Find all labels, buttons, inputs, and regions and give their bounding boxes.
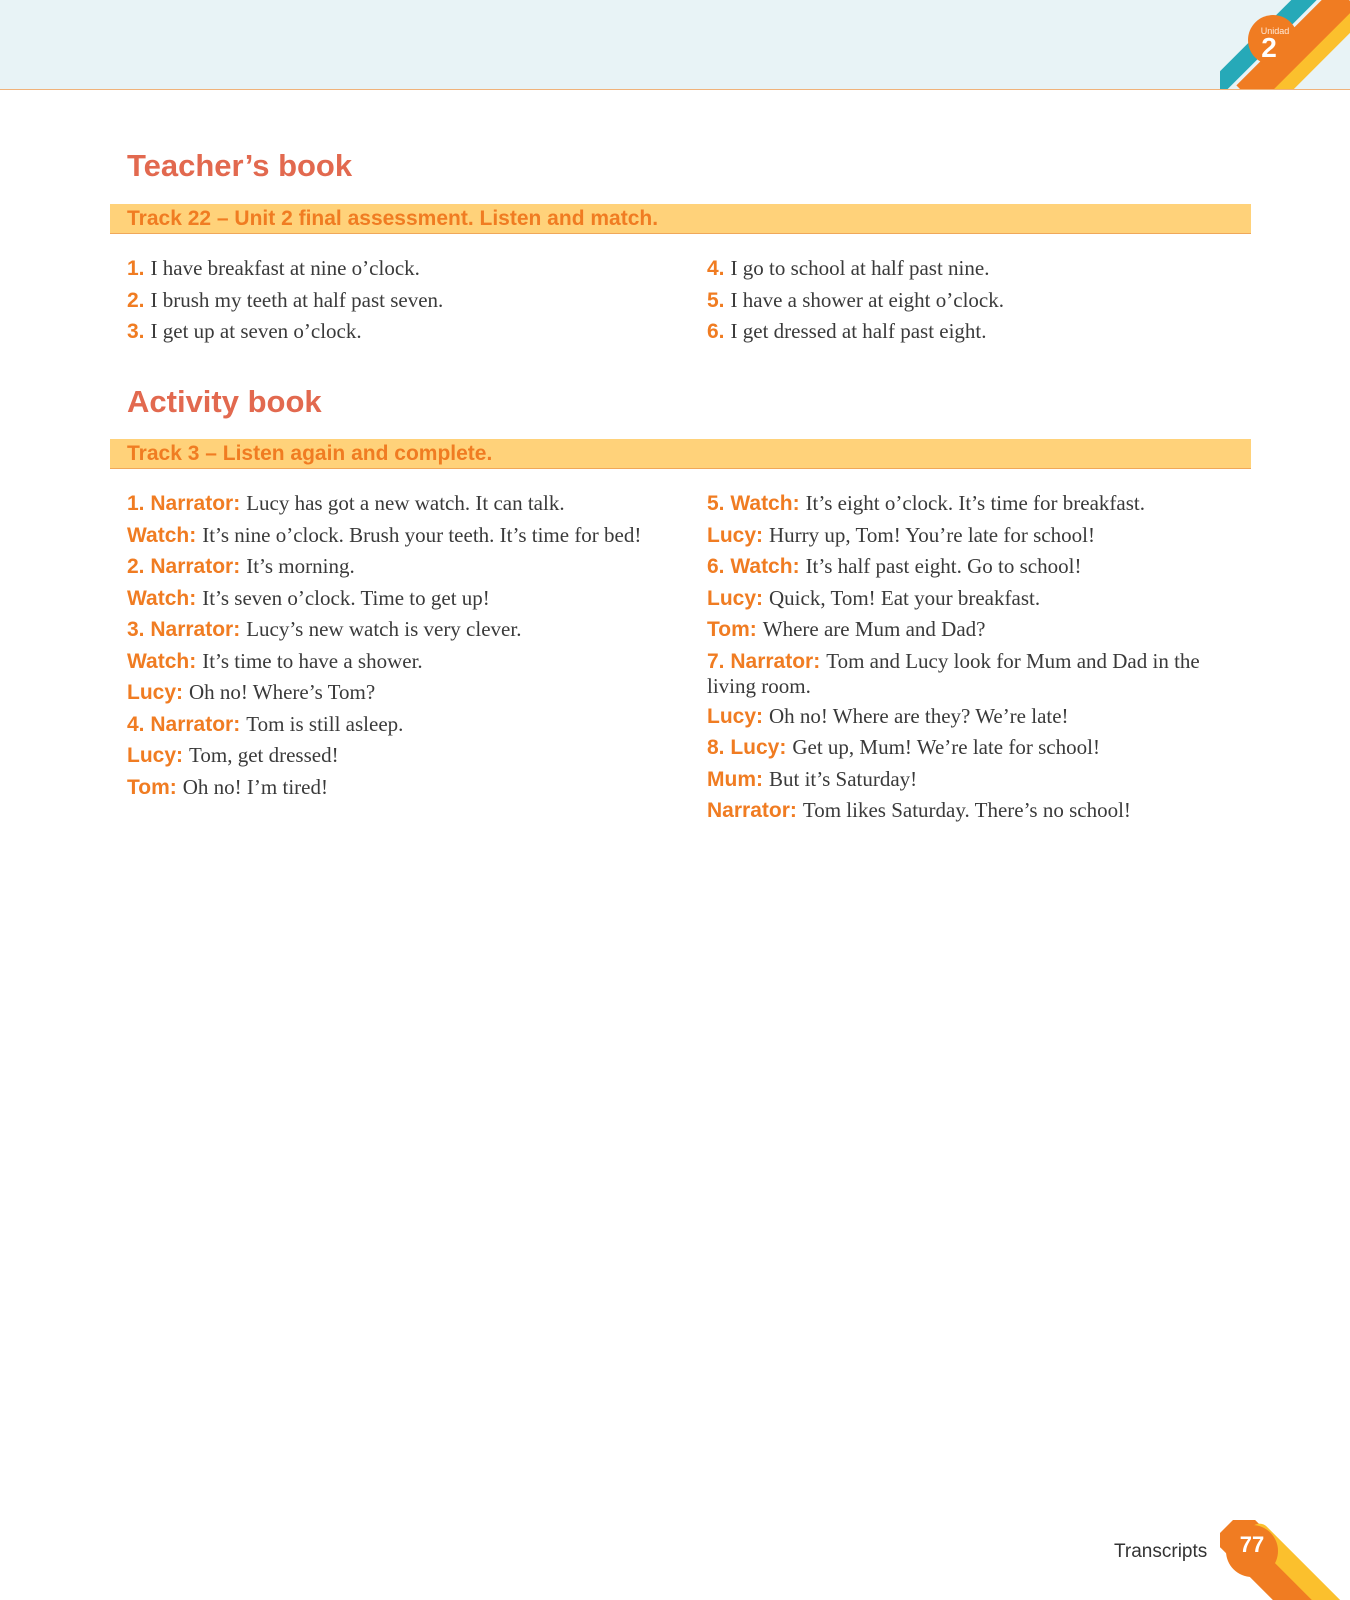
teachers-left-list — [127, 253, 672, 348]
speaker-label: Lucy: — [127, 744, 184, 767]
dialogue-text: Lucy has got a new watch. It can talk. — [246, 491, 565, 515]
dialogue-text: Oh no! Where are they? We’re late! — [769, 703, 1069, 728]
item-text: I brush my teeth at half past seven. — [150, 287, 444, 312]
activity-left-dialogue — [127, 488, 687, 803]
dialogue-text: Oh no! Where’s Tom? — [189, 680, 376, 704]
unit-label: Unidad — [1260, 26, 1290, 36]
top-band — [0, 0, 1350, 90]
dialogue-text: It’s time to have a shower. — [202, 648, 423, 673]
dialogue-line — [127, 740, 687, 772]
dialogue-text: Where are Mum and Dad? — [762, 617, 986, 641]
speaker-label: Tom: — [127, 775, 177, 799]
speaker-label: Narrator: — [707, 799, 797, 822]
speaker-label: Lucy: — [707, 523, 764, 547]
dialogue-line — [707, 583, 1247, 615]
item-text: I get dressed at half past eight. — [730, 319, 987, 343]
dialogue-text: It’s seven o’clock. Time to get up! — [202, 585, 490, 610]
dialogue-line — [707, 614, 1247, 646]
speaker-label: Lucy: — [707, 586, 764, 610]
dialogue-text: Tom likes Saturday. There’s no school! — [802, 798, 1131, 822]
unit-badge — [1220, 0, 1350, 89]
dialogue-line — [707, 764, 1247, 796]
speaker-label: 2. Narrator: — [127, 555, 241, 578]
dialogue-line — [127, 677, 687, 709]
dialogue-line — [707, 520, 1247, 552]
dialogue-text: It’s half past eight. Go to school! — [805, 554, 1082, 578]
dialogue-text: Get up, Mum! We’re late for school! — [792, 735, 1100, 759]
dialogue-line — [707, 732, 1247, 764]
speaker-label: Watch: — [127, 523, 197, 547]
item-text: I go to school at half past nine. — [730, 256, 990, 280]
teachers-track-bar — [110, 204, 1251, 234]
dialogue-text: Quick, Tom! Eat your breakfast. — [769, 585, 1041, 610]
activity-track-bar — [110, 439, 1251, 469]
list-item — [707, 316, 1252, 348]
list-item — [707, 253, 1252, 285]
teachers-right-list — [707, 253, 1252, 348]
item-text: I get up at seven o’clock. — [150, 319, 362, 343]
speaker-label: Lucy: — [127, 681, 184, 704]
activity-right-dialogue — [707, 488, 1247, 827]
dialogue-text: Lucy’s new watch is very clever. — [246, 617, 522, 641]
dialogue-text: It’s morning. — [246, 554, 355, 578]
dialogue-line — [127, 520, 687, 552]
item-number: 2. — [127, 288, 145, 312]
item-number: 1. — [127, 257, 145, 280]
speaker-label: 8. Lucy: — [707, 736, 787, 759]
dialogue-line — [707, 701, 1247, 733]
speaker-label: 7. Narrator: — [707, 649, 821, 673]
item-text: I have breakfast at nine o’clock. — [150, 256, 420, 280]
dialogue-text: Tom is still asleep. — [246, 711, 404, 736]
speaker-label: Watch: — [127, 649, 197, 673]
speaker-label: Watch: — [127, 586, 197, 610]
dialogue-text: It’s nine o’clock. Brush your teeth. It’s time for bed! — [202, 522, 642, 547]
list-item — [127, 285, 672, 317]
dialogue-line — [127, 646, 687, 678]
activity-track-title: Track 3 – Listen again and complete. — [127, 442, 493, 465]
speaker-label: 6. Watch: — [707, 555, 800, 578]
dialogue-text: Hurry up, Tom! You’re late for school! — [769, 522, 1095, 547]
speaker-label: 3. Narrator: — [127, 618, 241, 641]
dialogue-line — [127, 772, 687, 804]
dialogue-line — [127, 551, 687, 583]
dialogue-text: It’s eight o’clock. It’s time for breakfast. — [805, 491, 1145, 515]
footer-section-label: Transcripts — [1114, 1541, 1208, 1562]
activity-book-title: Activity book — [127, 384, 322, 419]
item-number: 4. — [707, 257, 725, 280]
item-number: 3. — [127, 320, 145, 343]
list-item — [127, 253, 672, 285]
dialogue-line — [707, 649, 1247, 699]
list-item — [707, 285, 1252, 317]
unit-number: 2 — [1261, 32, 1277, 63]
dialogue-text: Oh no! I’m tired! — [182, 774, 328, 799]
page-number-badge — [1220, 1520, 1350, 1600]
list-item — [127, 316, 672, 348]
dialogue-line — [707, 488, 1247, 520]
dialogue-line — [707, 551, 1247, 583]
dialogue-line — [707, 795, 1247, 827]
speaker-label: 1. Narrator: — [127, 492, 241, 515]
speaker-label: Tom: — [707, 618, 757, 641]
dialogue-text: But it’s Saturday! — [769, 766, 918, 791]
item-number: 5. — [707, 288, 725, 312]
dialogue-line — [127, 709, 687, 741]
dialogue-line — [127, 488, 687, 520]
item-text: I have a shower at eight o’clock. — [730, 287, 1004, 312]
item-number: 6. — [707, 320, 725, 343]
teachers-track-title: Track 22 – Unit 2 final assessment. Listen and match. — [127, 207, 659, 230]
speaker-label: Mum: — [707, 767, 763, 791]
speaker-label: 4. Narrator: — [127, 712, 241, 736]
teachers-book-title: Teacher’s book — [127, 148, 353, 183]
dialogue-text: Tom and Lucy look for Mum and Dad in the living room. — [707, 648, 1200, 698]
dialogue-line — [127, 583, 687, 615]
speaker-label: 5. Watch: — [707, 492, 800, 515]
dialogue-text: Tom, get dressed! — [189, 743, 339, 767]
page-number: 77 — [1239, 1532, 1265, 1557]
speaker-label: Lucy: — [707, 704, 764, 728]
dialogue-line — [127, 614, 687, 646]
